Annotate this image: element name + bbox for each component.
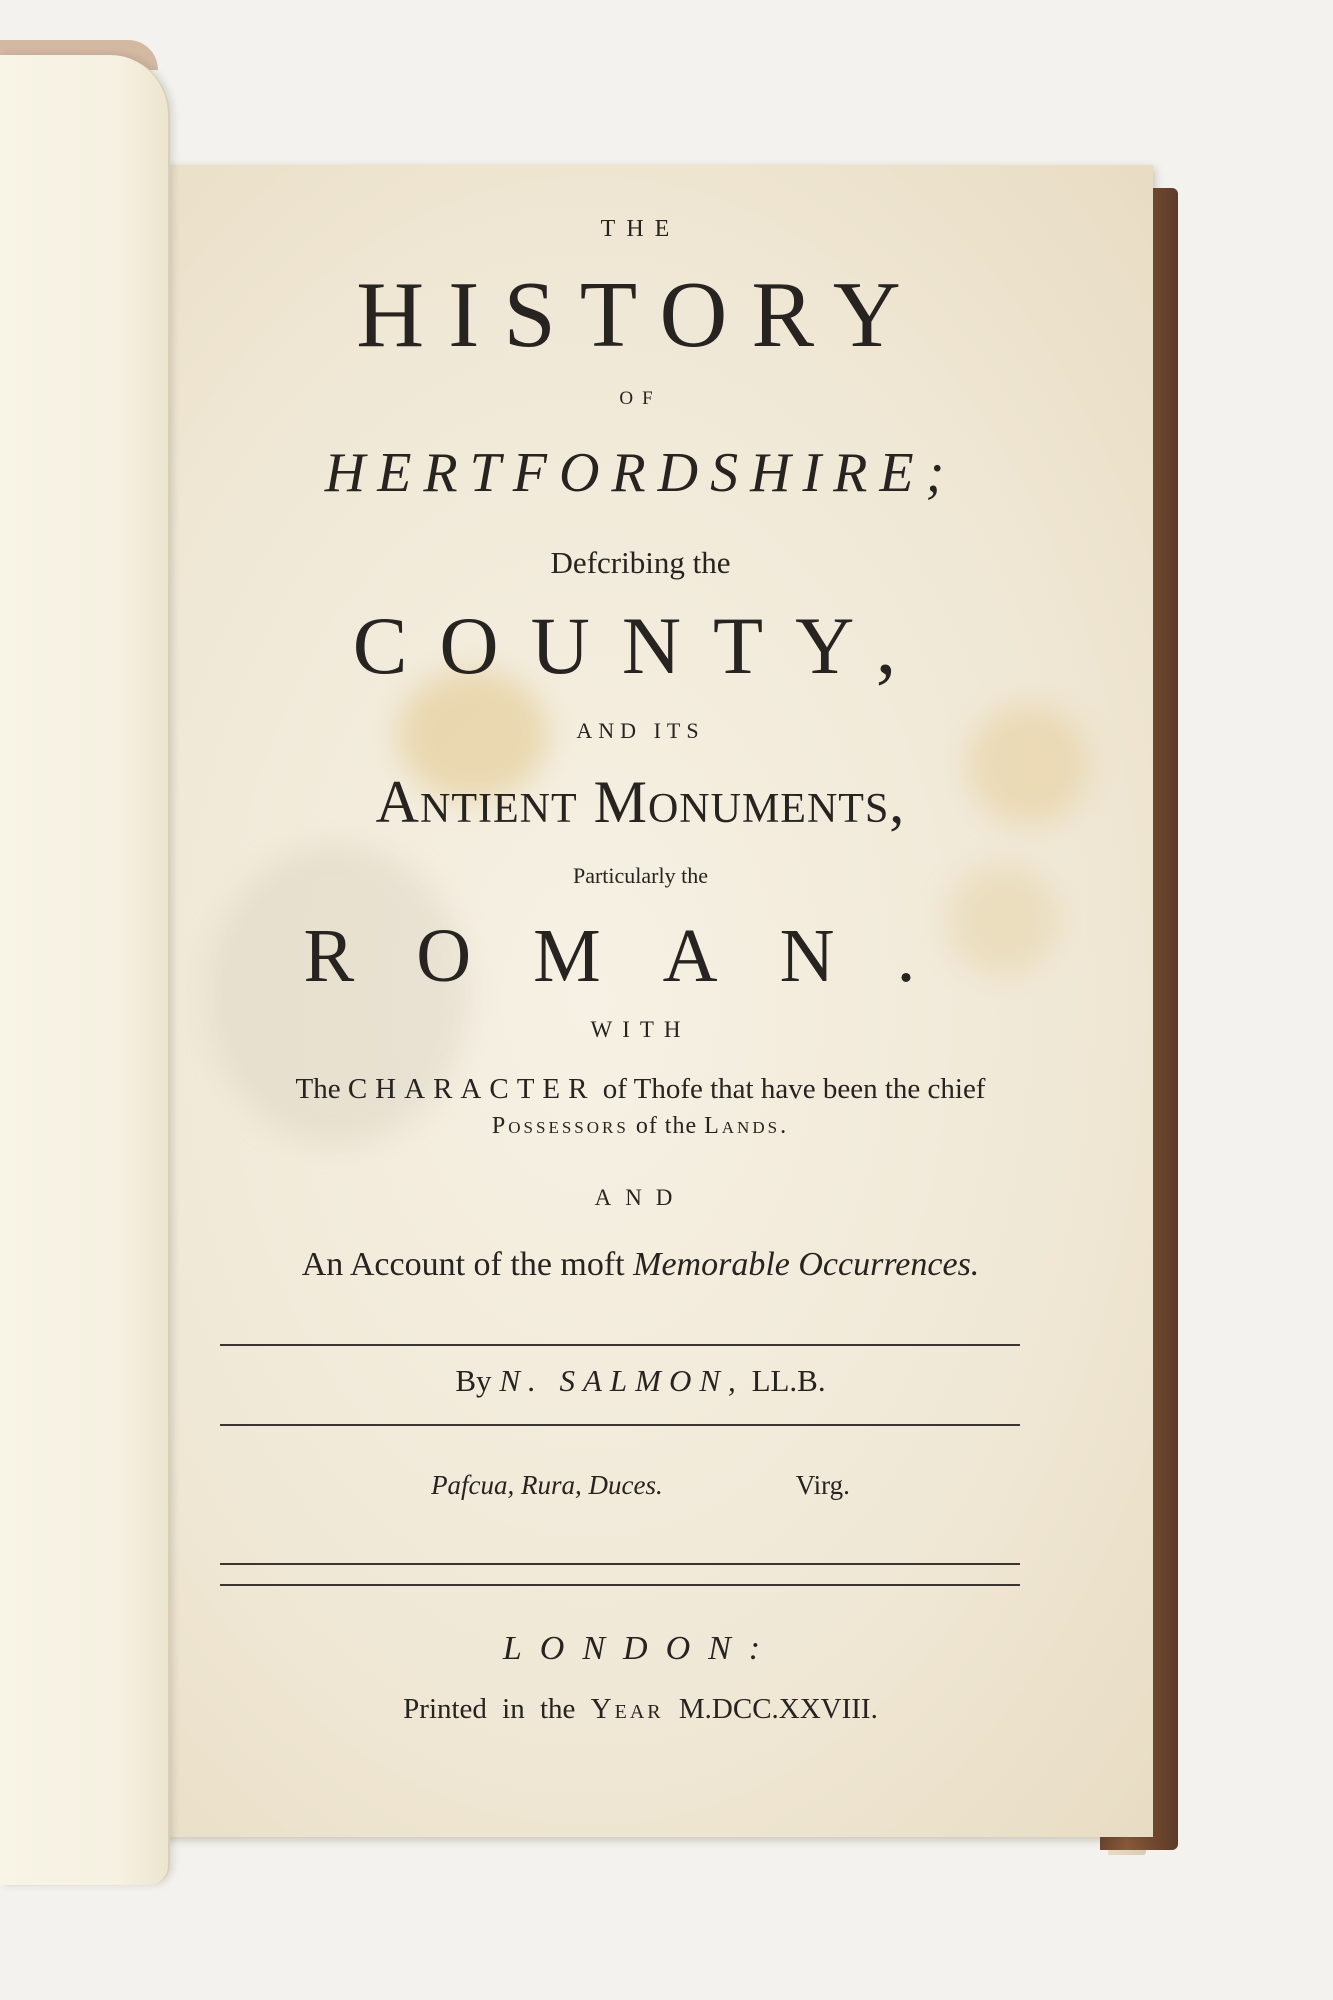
- account-italic: Memorable Occurrences.: [633, 1246, 980, 1283]
- possessors-middle: of the: [635, 1113, 698, 1139]
- imprint-year: M.DCC.XXVIII.: [678, 1693, 878, 1725]
- title-county: COUNTY,: [352, 600, 929, 691]
- imprint-year-word: Year: [590, 1693, 664, 1725]
- lands-word: Lands.: [704, 1113, 790, 1139]
- author-by: By: [455, 1363, 492, 1398]
- imprint-city: LONDON:: [502, 1630, 779, 1667]
- author-degree: LL.B.: [751, 1363, 826, 1398]
- rule-double-top: [220, 1563, 1020, 1565]
- title-account-line: [128, 1246, 1153, 1284]
- title-and-its: AND ITS: [576, 718, 705, 743]
- account-prefix: An Account of the moft: [301, 1246, 625, 1283]
- motto-line: [128, 1470, 1153, 1501]
- imprint-line: [128, 1693, 1153, 1726]
- title-and: AND: [594, 1185, 687, 1210]
- title-particularly: Particularly the: [572, 863, 708, 888]
- rule-double-bottom: [220, 1584, 1020, 1586]
- title-with: WITH: [590, 1017, 691, 1042]
- author-line: [128, 1363, 1153, 1399]
- title-history: HISTORY: [356, 263, 925, 367]
- title-the: THE: [600, 216, 681, 242]
- title-antient-monuments: Antient Monuments,: [375, 769, 906, 835]
- title-describing: Defcribing the: [550, 545, 731, 580]
- title-hertfordshire: HERTFORDSHIRE;: [324, 442, 957, 504]
- title-character-line: [128, 1073, 1153, 1106]
- motto-quote: Pafcua, Rura, Duces.: [431, 1470, 663, 1500]
- rule-above-author: [220, 1344, 1020, 1346]
- character-prefix: The: [295, 1073, 341, 1105]
- character-word: CHARACTER: [347, 1073, 596, 1105]
- author-name: N. SALMON,: [499, 1363, 744, 1398]
- title-page: [128, 165, 1153, 1837]
- rule-below-author: [220, 1424, 1020, 1426]
- title-possessors-line: [128, 1113, 1153, 1140]
- title-of: OF: [619, 388, 662, 409]
- motto-source: Virg.: [795, 1470, 850, 1500]
- imprint-prefix: Printed in the: [403, 1693, 576, 1725]
- possessors-word: Possessors: [491, 1113, 629, 1139]
- title-roman: ROMAN.: [303, 914, 978, 998]
- character-suffix: of Thofe that have been the chief: [602, 1073, 986, 1105]
